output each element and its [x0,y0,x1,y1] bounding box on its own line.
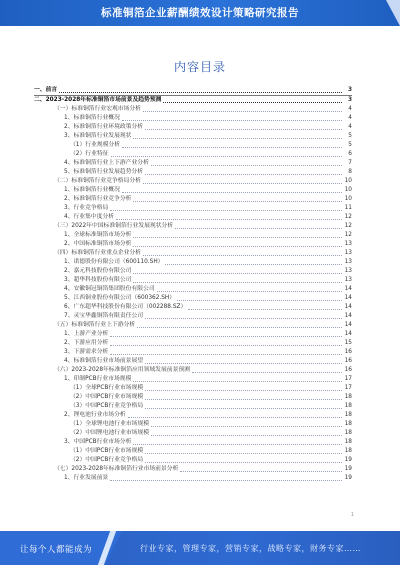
toc-entry-number: 3、 [64,133,74,139]
toc-entry-page: 5 [348,142,352,148]
toc-entry[interactable] [34,114,352,123]
toc-dot-leader [133,201,342,202]
page-number: 1 [350,512,354,518]
toc-entry-number: （二） [54,178,72,184]
toc-entry[interactable] [34,411,352,420]
toc-entry-text: 江西铜业股份有限公司（600362.SH） [73,295,176,301]
toc-entry-page: 10 [344,196,352,202]
toc-dot-leader [122,120,342,121]
toc-entry-text: 全球锂电池行业市场规模 [85,421,150,427]
toc-dot-leader [177,300,342,301]
toc-entry-text: 中国PCB行业市场分析 [73,439,132,445]
toc-entry-text: 全球PCB行业市场规模 [85,385,144,391]
toc-entry-page: 18 [344,448,352,454]
toc-entry-page: 19 [344,457,352,463]
toc-dot-leader [133,273,342,274]
toc-entry-number: （3） [70,403,86,409]
toc-entry-text: 标准铜箔行业重点企业分析 [71,250,141,256]
toc-entry-page: 18 [344,421,352,427]
toc-entry-text: 上游产业分析 [73,331,109,337]
toc-entry-number: 1、 [64,376,74,382]
toc-entry[interactable] [34,357,352,366]
toc-entry-number: 3、 [64,277,74,283]
toc-entry-page: 18 [344,439,352,445]
toc-entry[interactable] [34,105,352,114]
toc-dot-leader [110,336,342,337]
toc-entry-number: （2） [70,430,86,436]
toc-entry-number: （一） [54,106,72,112]
toc-entry-page: 18 [344,403,352,409]
report-title: 标准铜箔企业薪酬绩效设计策略研究报告 [101,7,299,19]
toc-entry-page: 4 [348,106,352,112]
toc-entry[interactable] [34,240,352,249]
toc-entry-text: 标准铜箔行业概况 [73,115,120,121]
toc-entry[interactable] [34,231,352,240]
toc-entry[interactable] [34,393,352,402]
toc-entry[interactable] [34,86,352,95]
toc-entry-number: （1） [70,448,86,454]
toc-entry-text: 标准铜箔行业竞争分析 [73,196,132,202]
toc-entry-page: 18 [344,394,352,400]
toc-entry-text: 2023-2028年标准铜箔行业市场前景分析 [71,466,179,472]
toc-dot-leader [59,92,342,93]
toc-entry-number: （四） [54,250,72,256]
toc-dot-leader [133,381,342,382]
toc-entry-text: 中国PCB行业市场规模 [85,448,144,454]
toc-entry-text: 标准铜箔行业竞争格局分析 [71,178,141,184]
toc-entry-text: 中国PCB行业市场规模 [85,394,144,400]
toc-entry-page: 16 [344,358,352,364]
toc-entry-text: 印制PCB行业市场规模 [73,376,132,382]
toc-entry-page: 10 [344,178,352,184]
toc-dot-leader [110,354,342,355]
toc-entry-page: 4 [348,124,352,130]
toc-entry-page: 13 [344,277,352,283]
toc-entry[interactable] [34,150,352,159]
toc-entry-text: 中国PCB行业竞争格局 [85,403,144,409]
toc-dot-leader [133,282,342,283]
toc-entry[interactable] [34,447,352,456]
toc-entry-page: 16 [344,349,352,355]
toc-entry-text: 标准铜箔行业上下游分析 [71,322,136,328]
toc-entry-text: 行业集中度分析 [73,214,115,220]
toc-entry[interactable] [34,384,352,393]
toc-dot-leader [145,453,342,454]
toc-entry[interactable] [34,204,352,213]
toc-entry[interactable] [34,429,352,438]
toc-entry-number: （1） [70,385,86,391]
toc-dot-leader [145,462,342,463]
toc-dot-leader [143,255,342,256]
toc-entry-text: 安徽铜冠铜箔集团股份有限公司 [73,286,155,292]
toc-entry[interactable] [34,312,352,321]
toc-entry-number: 4、 [64,214,74,220]
toc-entry-page: 12 [344,214,352,220]
toc-entry-text: 行业规模分析 [85,142,121,148]
toc-dot-leader [192,372,342,373]
toc-entry[interactable] [34,321,352,330]
toc-entry-text: 锂电池行业市场分析 [73,412,126,418]
toc-entry-text: 中国锂电池行业市场规模 [85,430,150,436]
toc-entry-page: 13 [344,241,352,247]
toc-entry-page: 3 [347,97,352,103]
toc-dot-leader [180,471,342,472]
toc-entry-number: 1、 [64,115,74,121]
toc-entry-number: 6、 [64,304,74,310]
toc-entry[interactable] [34,177,352,186]
toc-entry-number: 2、 [64,124,74,130]
toc-dot-leader [133,246,342,247]
header-corner-accent [386,0,400,26]
toc-entry-number: 1、 [64,331,74,337]
toc-entry-number: 3、 [64,349,74,355]
toc-dot-leader [122,192,342,193]
toc-entry[interactable] [34,249,352,258]
toc-heading: 内容目录 [173,60,226,74]
toc-dot-leader [151,165,342,166]
toc-entry[interactable] [34,285,352,294]
toc-dot-leader [151,426,342,427]
toc-entry-page: 6 [348,151,352,157]
toc-entry[interactable] [34,258,352,267]
toc-entry[interactable] [34,402,352,411]
toc-entry[interactable] [34,159,352,168]
toc-dot-leader [133,138,342,139]
toc-entry-page: 11 [344,205,352,211]
toc-entry[interactable] [34,294,352,303]
toc-entry-page: 12 [344,232,352,238]
toc-dot-leader [145,408,342,409]
toc-entry-page: 3 [347,87,352,93]
toc-entry-page: 14 [344,331,352,337]
toc-dot-leader [137,327,342,328]
toc-entry[interactable] [34,366,352,375]
toc-entry[interactable] [34,420,352,429]
toc-entry-text: 行业特征 [85,151,109,157]
toc-dot-leader [133,444,342,445]
toc-entry-page: 4 [348,115,352,121]
toc-entry[interactable] [34,95,352,105]
toc-entry-page: 17 [344,385,352,391]
toc-dot-leader [111,156,343,157]
toc-entry-number: （1） [70,142,86,148]
toc-entry-number: 2、 [64,412,74,418]
toc-dot-leader [145,129,342,130]
toc-entry-number: （2） [70,457,86,463]
toc-entry-number: （2） [70,394,86,400]
toc-entry-number: 2、 [64,241,74,247]
toc-entry-page: 5 [348,133,352,139]
toc-entry[interactable] [34,276,352,285]
toc-dot-leader [116,219,342,220]
toc-dot-leader [157,291,342,292]
toc-entry-number: 1、 [64,475,74,481]
toc-entry-text: 标准铜箔行业环境政策分析 [73,124,144,130]
toc-entry-text: 行业竞争格局 [73,205,109,211]
toc-entry[interactable] [34,474,352,483]
toc-entry-page: 18 [344,412,352,418]
toc-entry-number: 5、 [64,295,74,301]
toc-dot-leader [110,210,342,211]
toc-entry-number: 1、 [64,232,74,238]
toc-entry-number: （三） [54,223,72,229]
toc-entry-text: 标准铜箔行业发展现状 [73,133,132,139]
toc-entry-number: 2、 [64,340,74,346]
toc-entry-number: （1） [70,421,86,427]
toc-entry-text: 中国标准铜箔市场分析 [73,241,132,247]
toc-entry-text: 行业发展前景 [73,475,109,481]
toc-entry[interactable] [34,195,352,204]
toc-dot-leader [143,183,342,184]
toc-entry[interactable] [34,186,352,195]
toc-dot-leader [145,363,342,364]
toc-entry-text: 灵宝华鑫铜箔有限责任公司 [73,313,144,319]
toc-dot-leader [165,264,342,265]
toc-entry-page: 14 [344,295,352,301]
toc-entry-page: 14 [344,286,352,292]
toc-dot-leader [188,309,342,310]
toc-entry-text: 标准铜箔行业上下游产业分析 [73,160,149,166]
toc-entry-number: （六） [54,367,72,373]
toc-entry-number: 4、 [64,160,74,166]
toc-dot-leader [145,318,342,319]
toc-dot-leader [110,480,342,481]
toc-entry[interactable] [34,267,352,276]
toc-entry-page: 18 [344,430,352,436]
toc-entry-text: 2022年中国标准铜箔行业发展现状分析 [71,223,174,229]
toc-entry-page: 19 [344,466,352,472]
toc-entry[interactable] [34,213,352,222]
toc-dot-leader [122,147,342,148]
toc-entry[interactable] [34,141,352,150]
toc-entry-page: 14 [344,304,352,310]
toc-entry-page: 13 [344,268,352,274]
toc-dot-leader [133,237,342,238]
toc-entry-page: 13 [344,250,352,256]
toc-entry[interactable] [34,456,352,465]
toc-entry-page: 16 [344,367,352,373]
toc-entry[interactable] [34,339,352,348]
toc-entry-text: 2023-2028年标准铜箔应用领域发展前景预测 [71,367,190,373]
toc-entry[interactable] [34,465,352,474]
toc-entry-page: 13 [344,259,352,265]
toc-entry-number: （2） [70,151,86,157]
table-of-contents [34,86,352,483]
toc-entry-page: 14 [344,322,352,328]
toc-entry-text: 2023-2028年标准铜箔市场前景及趋势预测 [45,97,162,103]
toc-entry[interactable] [34,348,352,357]
toc-entry-page: 19 [344,475,352,481]
toc-entry-number: （七） [54,466,72,472]
toc-entry-text: 标准铜箔行业发展趋势分析 [73,169,144,175]
toc-entry-page: 15 [344,340,352,346]
toc-dot-leader [128,417,342,418]
toc-entry-number: 2、 [64,268,74,274]
toc-entry-text: 诺德股份有限公司（600110.SH） [73,259,164,265]
toc-entry-text: 下游需求分析 [73,349,109,355]
toc-entry-number: 5、 [64,169,74,175]
toc-entry-text: 标准铜箔行业宏观市场分析 [71,106,141,112]
toc-dot-leader [110,345,342,346]
toc-entry-text: 前言 [45,87,58,93]
toc-dot-leader [145,399,342,400]
toc-entry[interactable] [34,375,352,384]
toc-dot-leader [163,102,342,103]
toc-dot-leader [145,390,342,391]
toc-entry-text: 广东超华科技股份有限公司（002288.SZ） [73,304,187,310]
toc-entry-text: 中国PCB行业竞争格局 [85,457,144,463]
toc-dot-leader [145,174,342,175]
toc-entry[interactable] [34,132,352,141]
toc-entry-text: 嘉元科技股份有限公司 [73,268,132,274]
toc-entry[interactable] [34,303,352,312]
toc-entry[interactable] [34,123,352,132]
toc-entry[interactable] [34,222,352,231]
footer-slogan-right: 行业专家，管理专家，营销专家，战略专家，财务专家…… [140,544,361,553]
toc-entry-page: 12 [344,223,352,229]
toc-entry-number: 3、 [64,205,74,211]
toc-entry-page: 10 [344,187,352,193]
header-bar [0,0,400,26]
toc-entry-text: 下游应用分析 [73,340,109,346]
toc-entry-text: 标准铜箔行业概况 [73,187,120,193]
toc-entry[interactable] [34,168,352,177]
toc-entry-page: 17 [344,376,352,382]
toc-dot-leader [151,435,342,436]
toc-entry-number: （五） [54,322,72,328]
toc-entry-number: 1、 [64,187,74,193]
toc-entry-number: 2、 [64,196,74,202]
toc-dot-leader [143,111,342,112]
toc-entry-number: 1、 [64,259,74,265]
toc-entry-number: 二、 [34,97,46,103]
toc-entry-number: 3、 [64,439,74,445]
toc-entry-number: 一、 [34,87,46,93]
toc-entry-text: 超华科技股份有限公司 [73,277,132,283]
footer-banner [0,531,400,565]
toc-entry-page: 14 [344,313,352,319]
toc-entry-number: 4、 [64,286,74,292]
toc-entry-page: 8 [348,169,352,175]
toc-entry-number: 7、 [64,313,74,319]
toc-entry-page: 7 [348,160,352,166]
toc-entry-number: 4、 [64,358,74,364]
toc-dot-leader [175,228,342,229]
toc-entry-text: 标准铜箔行业市场前景展望 [73,358,144,364]
footer-slogan-left: 让每个人都能成为 [20,545,93,555]
toc-entry-text: 全球标准铜箔市场分析 [73,232,132,238]
toc-entry[interactable] [34,330,352,339]
toc-entry[interactable] [34,438,352,447]
